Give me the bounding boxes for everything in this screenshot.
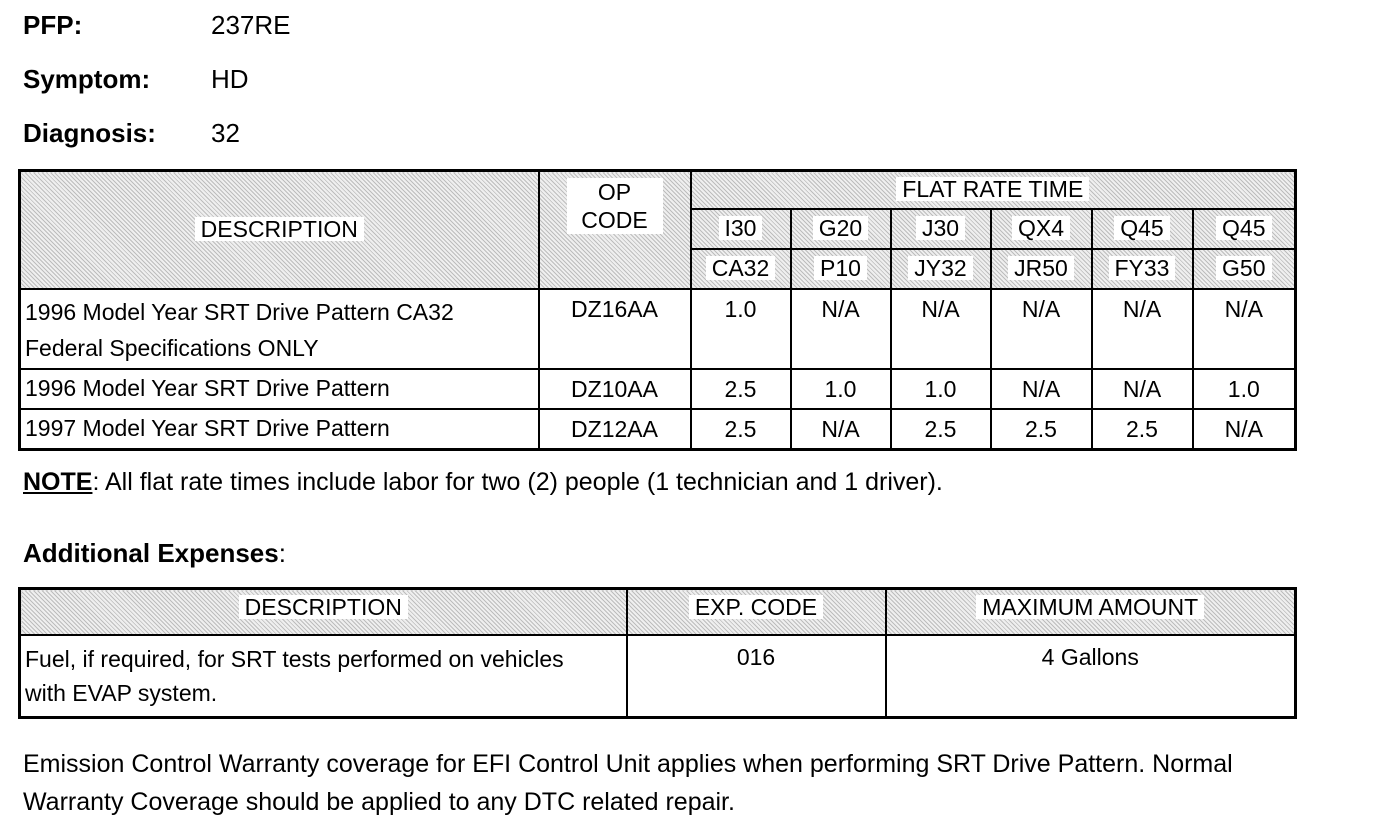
row-time: N/A bbox=[991, 289, 1092, 369]
row-op-code: DZ16AA bbox=[539, 289, 691, 369]
exp-row-max-amount: 4 Gallons bbox=[886, 635, 1296, 718]
row-time: N/A bbox=[791, 289, 891, 369]
exp-description-header: DESCRIPTION bbox=[239, 595, 408, 619]
table-row bbox=[20, 409, 1296, 450]
row-time: 1.0 bbox=[1193, 369, 1296, 409]
model-bottom-0: CA32 bbox=[706, 256, 776, 280]
warranty-line2: Warranty Coverage should be applied to any DTC related repair. bbox=[23, 788, 735, 816]
model-bottom-1: P10 bbox=[814, 256, 867, 280]
warranty-paragraph bbox=[23, 745, 1383, 821]
row-description-line1: 1996 Model Year SRT Drive Pattern CA32 bbox=[25, 298, 454, 325]
exp-description-header-cell bbox=[20, 589, 627, 636]
max-amount-header-cell bbox=[886, 589, 1296, 636]
diagnosis-label: Diagnosis: bbox=[23, 118, 156, 148]
note-text bbox=[23, 468, 943, 497]
model-bottom-2: JY32 bbox=[908, 256, 972, 280]
symptom-value: HD bbox=[211, 64, 249, 94]
row-time: N/A bbox=[991, 369, 1092, 409]
row-time: N/A bbox=[1092, 289, 1193, 369]
row-time: 1.0 bbox=[791, 369, 891, 409]
exp-code-header-cell bbox=[627, 589, 886, 636]
op-code-header-line2: CODE bbox=[581, 207, 648, 233]
model-top-0: I30 bbox=[719, 216, 763, 240]
table-row bbox=[20, 635, 1296, 718]
model-bottom-cell bbox=[1092, 249, 1193, 289]
flat-rate-table bbox=[18, 169, 1297, 451]
max-amount-header: MAXIMUM AMOUNT bbox=[976, 595, 1204, 619]
model-top-cell bbox=[691, 209, 791, 249]
exp-row-code: 016 bbox=[627, 635, 886, 718]
description-header: DESCRIPTION bbox=[195, 217, 364, 241]
flat-rate-header: FLAT RATE TIME bbox=[896, 177, 1089, 201]
description-header-cell bbox=[20, 171, 539, 289]
additional-expenses-table bbox=[18, 587, 1297, 719]
pfp-label: PFP: bbox=[23, 10, 83, 40]
row-time: N/A bbox=[1193, 289, 1296, 369]
diagnosis-value: 32 bbox=[211, 118, 240, 148]
row-time: N/A bbox=[1193, 409, 1296, 450]
model-top-cell bbox=[1193, 209, 1296, 249]
row-time: 2.5 bbox=[1092, 409, 1193, 450]
model-top-cell bbox=[891, 209, 991, 249]
model-bottom-3: JR50 bbox=[1008, 256, 1074, 280]
flat-rate-header-cell bbox=[691, 171, 1296, 209]
model-top-1: G20 bbox=[813, 216, 868, 240]
model-bottom-cell bbox=[1193, 249, 1296, 289]
model-top-4: Q45 bbox=[1114, 216, 1169, 240]
row-time: 2.5 bbox=[991, 409, 1092, 450]
row-description-line2: Federal Specifications ONLY bbox=[25, 334, 319, 361]
row-time: N/A bbox=[791, 409, 891, 450]
row-time: 2.5 bbox=[691, 409, 791, 450]
row-description bbox=[20, 289, 539, 369]
model-top-cell bbox=[791, 209, 891, 249]
row-time: N/A bbox=[1092, 369, 1193, 409]
row-time: 1.0 bbox=[891, 369, 991, 409]
table-row bbox=[20, 369, 1296, 409]
row-description: 1997 Model Year SRT Drive Pattern bbox=[20, 409, 539, 450]
additional-expenses-title: Additional Expenses bbox=[23, 538, 279, 568]
model-top-cell bbox=[991, 209, 1092, 249]
model-top-5: Q45 bbox=[1216, 216, 1271, 240]
row-time: 1.0 bbox=[691, 289, 791, 369]
exp-code-header: EXP. CODE bbox=[689, 595, 823, 619]
pfp-value: 237RE bbox=[211, 10, 291, 40]
row-time: N/A bbox=[891, 289, 991, 369]
symptom-label: Symptom: bbox=[23, 64, 151, 94]
model-bottom-5: G50 bbox=[1216, 256, 1271, 280]
op-code-header-cell bbox=[539, 171, 691, 289]
model-bottom-cell bbox=[791, 249, 891, 289]
note-body: : All flat rate times include labor for two (2) people (1 technician and 1 driver). bbox=[92, 468, 943, 496]
table-row bbox=[20, 289, 1296, 369]
note-label: NOTE bbox=[23, 468, 93, 496]
row-description: 1996 Model Year SRT Drive Pattern bbox=[20, 369, 539, 409]
model-bottom-cell bbox=[691, 249, 791, 289]
model-top-2: J30 bbox=[916, 216, 965, 240]
warranty-line1: Emission Control Warranty coverage for EFI Control Unit applies when performing SRT Drive Pattern. Normal bbox=[23, 750, 1233, 778]
exp-row-description-line1: Fuel, if required, for SRT tests performed on vehicles bbox=[25, 646, 564, 672]
additional-expenses-colon: : bbox=[278, 538, 286, 568]
exp-row-description bbox=[20, 635, 627, 718]
row-op-code: DZ10AA bbox=[539, 369, 691, 409]
model-top-cell bbox=[1092, 209, 1193, 249]
row-time: 2.5 bbox=[691, 369, 791, 409]
model-top-3: QX4 bbox=[1012, 216, 1070, 240]
row-op-code: DZ12AA bbox=[539, 409, 691, 450]
model-bottom-4: FY33 bbox=[1109, 256, 1176, 280]
exp-row-description-line2: with EVAP system. bbox=[25, 680, 218, 706]
op-code-header-line1: OP bbox=[597, 179, 632, 205]
additional-expenses-heading bbox=[23, 538, 286, 569]
model-bottom-cell bbox=[991, 249, 1092, 289]
row-time: 2.5 bbox=[891, 409, 991, 450]
model-bottom-cell bbox=[891, 249, 991, 289]
